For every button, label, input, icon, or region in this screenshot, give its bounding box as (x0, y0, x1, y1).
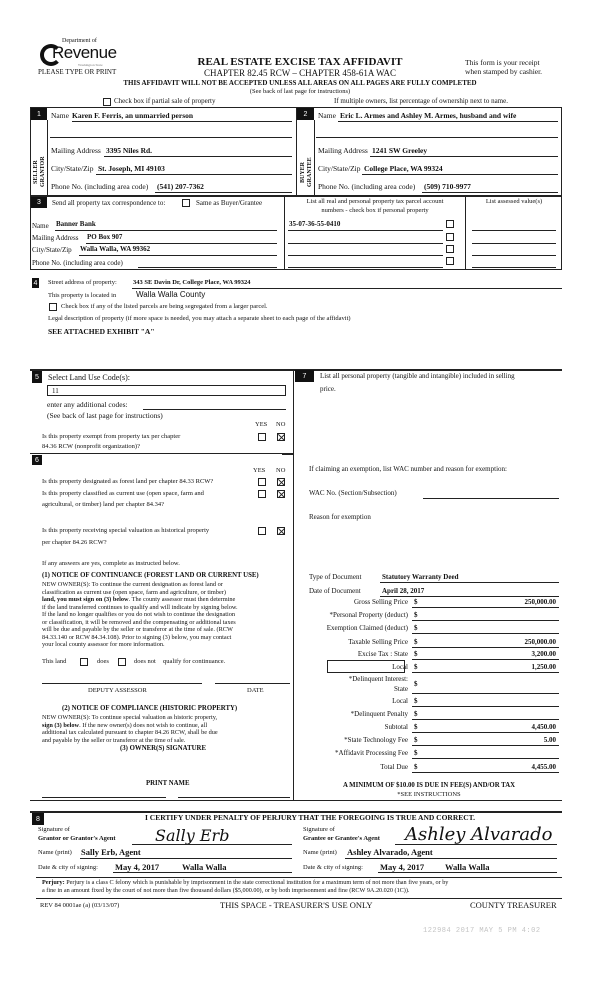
this-land-label: This land (42, 658, 67, 665)
section-3-number: 3 (31, 197, 47, 208)
seller-mailing[interactable]: 3395 Niles Rd. (106, 146, 153, 155)
land-use-label: Select Land Use Code(s): (48, 373, 130, 382)
certify-statement: I CERTIFY UNDER PENALTY OF PERJURY THAT THE FOREGOING IS TRUE AND CORRECT. (144, 813, 475, 822)
currency: $ (414, 598, 418, 606)
owner-signature-line-2[interactable] (178, 797, 290, 798)
same-as-buyer-checkbox[interactable] (182, 199, 190, 207)
taxable-selling-price-label: Taxable Selling Price (348, 638, 408, 646)
currency: $ (414, 749, 418, 757)
exemption-claim-label: If claiming an exemption, list WAC number and reason for exemption: (309, 465, 507, 473)
logo-sub: Washington State (78, 63, 103, 67)
currency: $ (414, 624, 418, 632)
yes-header-6: YES (253, 467, 266, 474)
deputy-assessor-label: DEPUTY ASSESSOR (88, 687, 147, 694)
corr-city-label: City/State/Zip (32, 246, 72, 254)
seller-city[interactable]: St. Joseph, MI 49103 (98, 164, 165, 173)
processing-fee[interactable] (412, 758, 559, 759)
assessed-header: List assessed value(s) (485, 198, 543, 205)
delinquent-penalty-label: *Delinquent Penalty (350, 710, 408, 718)
wac-label: WAC No. (Section/Subsection) (309, 489, 397, 497)
county-value[interactable]: Walla Walla County (136, 290, 206, 299)
doc-date[interactable]: April 28, 2017 (382, 587, 425, 595)
notice-continuance-title: (1) NOTICE OF CONTINUANCE (FOREST LAND OR CURRENT USE) (42, 572, 259, 579)
section-8-number: 8 (32, 813, 44, 825)
corr-mailing[interactable]: PO Box 907 (87, 233, 123, 241)
same-as-buyer-label: Same as Buyer/Grantee (196, 199, 263, 207)
historic-yes-checkbox[interactable] (258, 527, 266, 535)
corr-mailing-label: Mailing Address (32, 234, 79, 242)
grantee-city[interactable]: Walla Walla (445, 862, 490, 872)
owner-signature-label: (3) OWNER(S) SIGNATURE (120, 745, 206, 752)
currency: $ (414, 763, 418, 771)
notice-compliance-body: NEW OWNER(S): To continue special valuation as historic property, sign (3) below. If the new owner(s) does not wish to continue, all additional tax calculated pursuant to chapter 84.26 RCW, shall be due and payable by the seller or transferor at the time of sale. (42, 714, 218, 744)
additional-codes-label: enter any additional codes: (47, 400, 128, 409)
land-use-value: 11 (52, 387, 59, 395)
excise-tax-local[interactable]: 1,250.00 (531, 663, 556, 671)
corr-phone-label: Phone No. (including area code) (32, 259, 123, 267)
forest-yes-checkbox[interactable] (258, 478, 266, 486)
treasurer-use-label: THIS SPACE - TREASURER'S USE ONLY (220, 900, 373, 910)
section-5-number: 5 (32, 371, 42, 383)
owner-signature-line-1[interactable] (42, 797, 166, 798)
currency: $ (414, 638, 418, 646)
grantor-sig-label-2: Grantor or Grantor's Agent (38, 835, 116, 842)
perjury-note: Perjury: Perjury is a class C felony which is punishable by imprisonment in the state correctional institution for a maximum term of not more than five years, or by a fine in an amount fixed by the court of not more than five thousand dollars ($5,000.00), or by both imprisonment and fine (RCW 9A.20.020 (1C)). (42, 879, 449, 894)
buyer-mailing-label: Mailing Address (318, 146, 368, 155)
logo (40, 38, 120, 72)
date-label: DATE (247, 687, 264, 694)
partial-sale-label: Check box if partial sale of property (114, 97, 216, 105)
notice-continuance-body: NEW OWNER(S): To continue the current designation as forest land or classification as current use (open space, farm and agriculture, or timber) land, you must sign on (3) below. The county assessor must then determine if the land transferred continues to qualify and will indicate by signing below. If the land no longer qualifies or you do not wish to continue the designation or classification, it will be removed and the compensating or additional taxes will be due and payable by the seller or transferor at the time of sale. (RCW 84.33.140 or RCW 84.34.108). Prior to signing (3) below, you may contact your local county assessor for more information. (42, 581, 238, 648)
buyer-phone[interactable]: (509) 710-9977 (424, 182, 471, 191)
buyer-mailing[interactable]: 1241 SW Greeley (372, 146, 428, 155)
grantor-date[interactable]: May 4, 2017 (115, 862, 160, 872)
delinquent-interest-local-label: Local (392, 697, 408, 705)
section-4-number: 4 (33, 279, 38, 287)
logo-name: Revenue (52, 43, 117, 62)
tech-fee[interactable]: 5.00 (543, 736, 556, 744)
personal-property-checkbox-3[interactable] (446, 245, 454, 253)
grantor-name[interactable]: Sally Erb, Agent (81, 847, 141, 857)
multiple-owners-note: If multiple owners, list percentage of ownership next to name. (334, 97, 508, 105)
grantor-sig-label: Signature of (38, 826, 70, 833)
assessed-value-2[interactable] (472, 243, 556, 244)
gross-selling-price-label: Gross Selling Price (353, 598, 408, 606)
current-use-yes-checkbox[interactable] (258, 490, 266, 498)
grantee-name[interactable]: Ashley Alvarado, Agent (347, 847, 433, 857)
deputy-assessor-signature[interactable] (42, 683, 202, 684)
please-type: PLEASE TYPE OR PRINT (38, 68, 117, 76)
street-address-label: Street address of property: (48, 279, 117, 286)
current-use-question-2: agricultural, or timber) land per chapter 84.34? (42, 501, 165, 508)
does-not-label: does not (134, 658, 156, 665)
gross-selling-price[interactable]: 250,000.00 (524, 598, 556, 606)
if-yes-note: If any answers are yes, complete as instructed below. (42, 560, 180, 567)
parcel-number-4[interactable] (288, 267, 443, 268)
delinquent-interest-state-label: State (394, 685, 408, 693)
exempt-question: Is this property exempt from property tax per chapter (42, 433, 181, 440)
form-title: REAL ESTATE EXCISE TAX AFFIDAVIT (197, 56, 403, 68)
treasurer-stamp: 122984 2017 MAY 5 PM 4:02 (423, 927, 541, 935)
subtotal[interactable]: 4,450.00 (531, 723, 556, 731)
receipt-note-2: when stamped by cashier. (465, 67, 543, 76)
grantor-signature[interactable]: Sally Erb (155, 826, 230, 845)
section-2-number: 2 (297, 108, 314, 120)
legal-description-label: Legal description of property (if more space is needed, you may attach a separate sheet to each page of the affidavit) (48, 315, 351, 322)
parcel-header-2: numbers - check box if personal property (321, 207, 429, 214)
grantee-date-label: Date & city of signing: (303, 864, 363, 871)
grantee-sig-label: Signature of (303, 826, 335, 833)
excise-tax-local-label: Local (392, 663, 408, 671)
form-subtitle: CHAPTER 82.45 RCW – CHAPTER 458-61A WAC (204, 68, 396, 78)
currency: $ (414, 611, 418, 619)
buyer-name-label: Name (318, 111, 336, 120)
buyer-name[interactable]: Eric L. Armes and Ashley M. Armes, husband and wife (340, 111, 517, 120)
send-correspondence-label: Send all property tax correspondence to: (52, 199, 166, 207)
currency: $ (414, 736, 418, 744)
seller-name[interactable]: Karen F. Ferris, an unmarried person (72, 111, 194, 120)
wac-input[interactable] (423, 498, 559, 499)
historic-question: Is this property receiving special valuation as historical property (42, 527, 210, 534)
currency: $ (414, 663, 418, 671)
buyer-city[interactable]: College Place, WA 99324 (364, 164, 443, 173)
exemption-deduct-label: Exemption Claimed (deduct) (326, 624, 408, 632)
receipt-note: This form is your receipt (465, 58, 540, 67)
personal-property-checkbox-2[interactable] (446, 233, 454, 241)
does-not-qualify-checkbox[interactable] (118, 658, 126, 666)
grantor-date-label: Date & city of signing: (38, 864, 98, 871)
section-7-number: 7 (295, 370, 314, 382)
segregated-checkbox[interactable] (49, 303, 57, 311)
street-address[interactable]: 343 SE Davin Dr, College Place, WA 99324 (133, 279, 251, 286)
exempt-yes-checkbox[interactable] (258, 433, 266, 441)
buyer-phone-label: Phone No. (including area code) (318, 182, 416, 191)
notice-compliance-title: (2) NOTICE OF COMPLIANCE (HISTORIC PROPERTY) (62, 705, 238, 712)
currency: $ (414, 650, 418, 658)
see-back-note: (See back of last page for instructions) (249, 88, 351, 95)
warning-text: THIS AFFIDAVIT WILL NOT BE ACCEPTED UNLESS ALL AREAS ON ALL PAGES ARE FULLY COMPLETED (123, 79, 477, 87)
delinquent-interest-label: *Delinquent Interest: (348, 675, 408, 683)
currency: $ (414, 723, 418, 731)
seller-phone-label: Phone No. (including area code) (51, 182, 149, 191)
seller-city-label: City/State/Zip (51, 164, 94, 173)
delinquent-interest-local[interactable] (412, 706, 559, 707)
section-1-number: 1 (31, 108, 47, 120)
grantor-name-label: Name (print) (38, 849, 72, 856)
buyer-grantee-label: BUYER GRANTEE (300, 157, 313, 187)
segregated-label: Check box if any of the listed parcels are being segregated from a larger parcel. (61, 303, 268, 310)
parcel-number-3[interactable] (288, 255, 443, 256)
personal-property-deduct-label: *Personal Property (deduct) (329, 611, 408, 619)
seller-mailing-label: Mailing Address (51, 146, 101, 155)
personal-property-label-2: price. (320, 385, 336, 393)
county-treasurer-label: COUNTY TREASURER (470, 900, 557, 910)
section-6-number: 6 (32, 455, 42, 465)
logo-dept: Department of (62, 38, 97, 44)
assessed-value-3[interactable] (472, 255, 556, 256)
no-header: NO (276, 421, 286, 428)
assessed-value-4[interactable] (472, 267, 556, 268)
currency: $ (414, 697, 418, 705)
current-use-question: Is this property classified as current use (open space, farm and (42, 490, 204, 497)
current-use-no-checkbox[interactable] (277, 490, 285, 498)
forest-question: Is this property designated as forest land per chapter 84.33 RCW? (42, 478, 214, 485)
delinquent-penalty[interactable] (412, 719, 559, 720)
grantee-signature[interactable]: Ashley Alvarado (405, 824, 553, 845)
deputy-date[interactable] (215, 683, 290, 684)
personal-property-label: List all personal property (tangible and intangible) included in selling (320, 372, 515, 380)
county-label: This property is located in (48, 292, 117, 299)
corr-name-label: Name (32, 222, 49, 230)
grantor-city[interactable]: Walla Walla (182, 862, 227, 872)
tech-fee-label: *State Technology Fee (344, 736, 408, 744)
seller-phone[interactable]: (541) 207-7362 (157, 182, 204, 191)
does-label: does (97, 658, 109, 665)
grantee-name-label: Name (print) (303, 849, 337, 856)
currency: $ (414, 710, 418, 718)
forest-no-checkbox[interactable] (277, 478, 285, 486)
corr-name[interactable]: Banner Bank (56, 220, 96, 228)
reason-label: Reason for exemption (309, 513, 371, 521)
qualify-label: qualify for continuance. (163, 658, 226, 665)
land-use-input[interactable] (47, 385, 286, 396)
legal-description[interactable]: SEE ATTACHED EXHIBIT "A" (48, 327, 155, 336)
seller-name-label: Name (51, 111, 69, 120)
grantee-sig-label-2: Grantee or Grantee's Agent (303, 835, 380, 842)
buyer-city-label: City/State/Zip (318, 164, 361, 173)
taxable-selling-price[interactable]: 250,000.00 (524, 638, 556, 646)
yes-header: YES (255, 421, 268, 428)
historic-no-checkbox[interactable] (277, 527, 285, 535)
seller-grantor-label: SELLER GRANTOR (33, 156, 46, 188)
does-qualify-checkbox[interactable] (80, 658, 88, 666)
total-due-label: Total Due (380, 763, 408, 771)
doc-type-label: Type of Document (309, 573, 362, 581)
land-use-see-back: (See back of last page for instructions) (47, 411, 163, 420)
excise-tax-state[interactable]: 3,200.00 (531, 650, 556, 658)
see-instructions-note: *SEE INSTRUCTIONS (397, 791, 461, 798)
exempt-question-2: 84.36 RCW (nonprofit organization)? (42, 443, 140, 450)
historic-question-2: per chapter 84.26 RCW? (42, 539, 107, 546)
minimum-due-note: A MINIMUM OF $10.00 IS DUE IN FEE(S) AND/OR TAX (342, 782, 516, 789)
parcel-number-2[interactable] (288, 243, 443, 244)
exempt-no-checkbox[interactable] (277, 433, 285, 441)
corr-city[interactable]: Walla Walla, WA 99362 (80, 245, 151, 253)
form-number: REV 84 0001ae (a) (03/13/07) (40, 902, 120, 909)
grantee-date[interactable]: May 4, 2017 (380, 862, 425, 872)
corr-phone[interactable] (138, 267, 277, 268)
personal-property-checkbox-4[interactable] (446, 257, 454, 265)
processing-fee-label: *Affidavit Processing Fee (335, 749, 408, 757)
doc-date-label: Date of Document (309, 587, 361, 595)
print-name-label: PRINT NAME (146, 780, 190, 787)
no-header-6: NO (276, 467, 286, 474)
excise-tax-state-label: Excise Tax : State (357, 650, 408, 658)
parcel-header: List all real and personal property tax parcel account (306, 198, 444, 205)
currency: $ (414, 680, 418, 688)
delinquent-interest-state[interactable] (412, 693, 559, 694)
additional-codes-input[interactable] (143, 409, 286, 410)
subtotal-label: Subtotal (384, 723, 408, 731)
doc-type[interactable]: Statutory Warranty Deed (382, 573, 459, 581)
personal-property-checkbox-1[interactable] (446, 220, 454, 228)
assessed-value-1[interactable] (472, 230, 556, 231)
partial-sale-checkbox[interactable] (103, 98, 111, 106)
parcel-number-1[interactable]: 35-07-36-55-0410 (289, 220, 341, 228)
total-due[interactable]: 4,455.00 (531, 763, 556, 771)
